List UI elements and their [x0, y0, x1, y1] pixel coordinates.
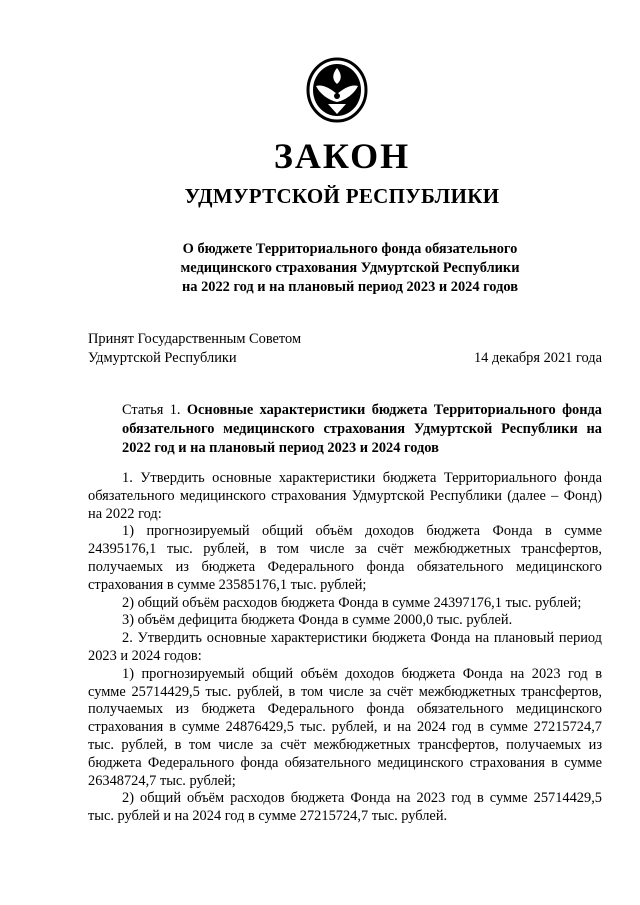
- article-body: [88, 470, 602, 826]
- paragraph: 1. Утвердить основные характеристики бюджета Территориального фонда обязательного медицинского страхования Удмуртской Республики (далее – Фонд) на 2022 год:: [88, 470, 602, 522]
- paragraph: 2) общий объём расходов бюджета Фонда в сумме 24397176,1 тыс. рублей;: [122, 594, 582, 611]
- udmurtia-emblem-icon: [304, 56, 370, 124]
- law-subject-line: медицинского страхования Удмуртской Республики: [180, 260, 520, 276]
- law-subject-line: О бюджете Территориального фонда обязательного: [182, 241, 518, 257]
- adopted-by-line2: Удмуртской Республики: [88, 350, 237, 366]
- paragraph: 3) объём дефицита бюджета Фонда в сумме 2000,0 тыс. рублей.: [122, 612, 513, 629]
- paragraph: 2) общий объём расходов бюджета Фонда на 2023 год в сумме 25714429,5 тыс. рублей и на 2024 год в сумме 27215724,7 тыс. рублей.: [88, 790, 602, 825]
- document-subtitle: УДМУРТСКОЙ РЕСПУБЛИКИ: [184, 184, 500, 208]
- law-subject-line: на 2022 год и на плановый период 2023 и 2024 годов: [182, 279, 518, 295]
- article-heading: [88, 401, 602, 458]
- article-title: Основные характеристики бюджета Территориального фонда обязательного медицинского страхования Удмуртской Республики на 2022 год и на плановый период 2023 и 2024 годов: [122, 402, 602, 456]
- paragraph: 1) прогнозируемый общий объём доходов бюджета Фонда в сумме 24395176,1 тыс. рублей, в том числе за счёт межбюджетных трансфертов, получаемых из бюджета Федерального фонда обязательного медицинского страхования в сумме 23585176,1 тыс. рублей;: [88, 523, 602, 593]
- law-subject: [140, 240, 560, 297]
- adopted-by-line1: Принят Государственным Советом: [88, 331, 302, 347]
- document-title: ЗАКОН: [273, 136, 411, 176]
- paragraph: 1) прогнозируемый общий объём доходов бюджета Фонда на 2023 год в сумме 25714429,5 тыс. рублей, в том числе за счёт межбюджетных трансфертов, получаемых из бюджета Федерального фонда обязательного медицинского страхования в сумме 24876429,5 тыс. рублей, и на 2024 год в сумме 27215724,7 тыс. рублей, в том числе за счёт межбюджетных трансфертов, получаемых из бюджета Федерального фонда обязательного медицинского страхования в сумме 26348724,7 тыс. рублей;: [88, 665, 602, 789]
- adoption-date: 14 декабря 2021 года: [473, 350, 602, 366]
- adoption-info: [88, 330, 602, 368]
- paragraph: 2. Утвердить основные характеристики бюджета Фонда на плановый период 2023 и 2024 годов:: [88, 630, 602, 664]
- article-number: Статья 1.: [122, 402, 181, 418]
